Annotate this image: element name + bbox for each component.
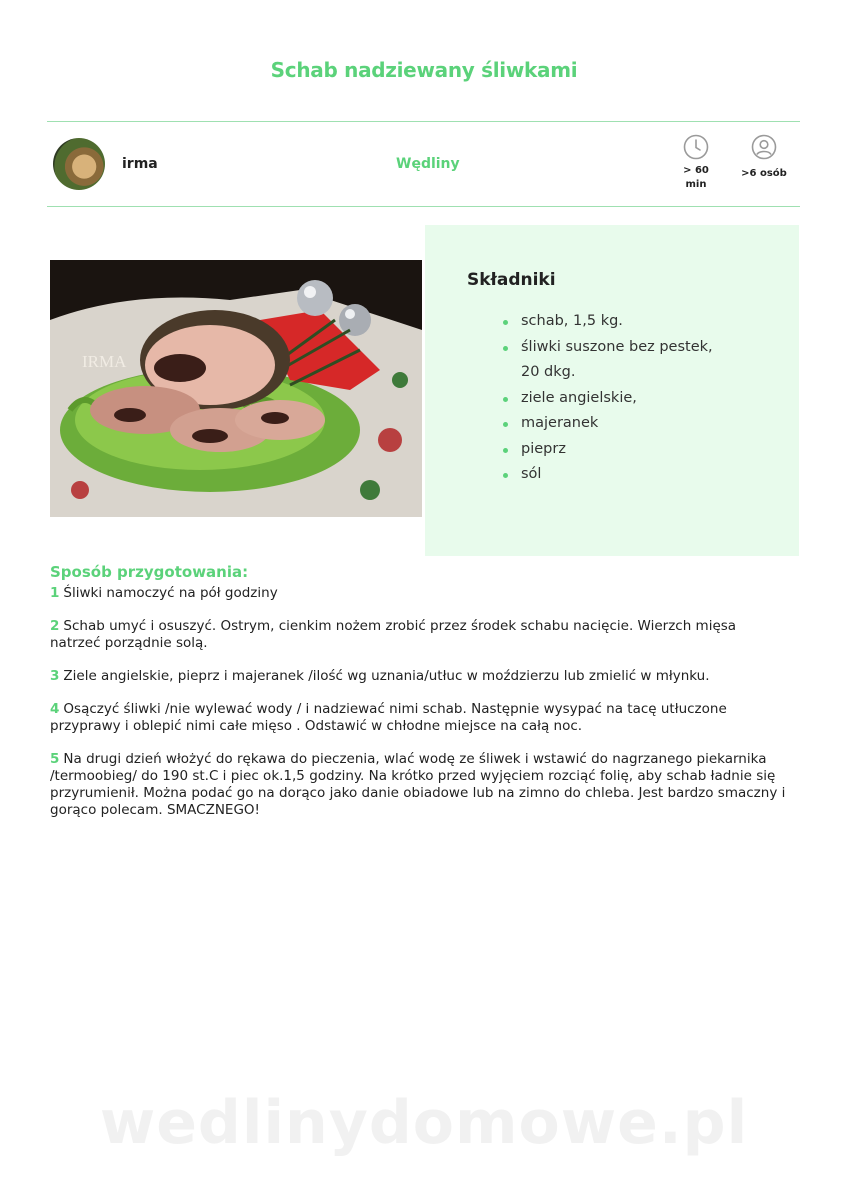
preparation-steps xyxy=(50,585,790,835)
ingredients-heading: Składniki xyxy=(467,270,556,290)
ingredient-item: śliwki suszone bez pestek, 20 dkg. xyxy=(495,335,735,386)
ingredient-item: sól xyxy=(495,462,735,488)
step-number: 2 xyxy=(50,618,60,634)
preparation-step xyxy=(50,618,790,652)
prep-time-value: > 60 xyxy=(683,165,709,176)
step-number: 4 xyxy=(50,701,60,717)
step-number: 5 xyxy=(50,751,60,767)
step-text: Schab umyć i osuszyć. Ostrym, cienkim nożem zrobić przez środek schabu nacięcie. Wierzch mięsa natrzeć porządnie solą. xyxy=(50,618,737,651)
ingredient-item: ziele angielskie, xyxy=(495,386,735,412)
author-avatar[interactable] xyxy=(53,138,105,190)
step-number: 1 xyxy=(50,585,60,601)
preparation-step xyxy=(50,668,790,685)
top-divider xyxy=(47,121,800,122)
recipe-title: Schab nadziewany śliwkami xyxy=(270,58,578,82)
bottom-divider xyxy=(47,206,800,207)
ingredient-item: schab, 1,5 kg. xyxy=(495,309,735,335)
preparation-step xyxy=(50,701,790,735)
step-text: Osączyć śliwki /nie wylewać wody / i nadziewać nimi schab. Następnie wysypać na tacę utłuczone przyprawy i oblepić nimi całe mięso . Odstawić w chłodne miejsce na całą noc. xyxy=(50,701,727,734)
ingredients-list xyxy=(495,309,735,488)
photo-caption: IRMA xyxy=(82,352,127,371)
site-watermark: wedlinydomowe.pl xyxy=(99,1088,749,1158)
ingredients-panel xyxy=(425,225,799,556)
step-text: Śliwki namoczyć na pół godziny xyxy=(63,585,278,601)
servings xyxy=(736,134,792,181)
step-text: Ziele angielskie, pieprz i majeranek /ilość wg uznania/utłuc w moździerzu lub zmielić w młynku. xyxy=(63,668,710,684)
preparation-heading: Sposób przygotowania: xyxy=(50,563,249,581)
step-text: Na drugi dzień włożyć do rękawa do pieczenia, wlać wodę ze śliwek i wstawić do nagrzanego piekarnika /termoobieg/ do 190 st.C i piec ok.1,5 godziny. Na krótko przed wyjęciem rozciąć folię, aby schab ładnie się przyrumienił. Można podać go na dorąco jako danie obiadowe lub na zimno do chleba. Jest bardzo smaczny i gorąco polecam. SMACZNEGO! xyxy=(50,751,786,818)
prep-time-unit: min xyxy=(685,179,707,190)
ingredient-item: majeranek xyxy=(495,411,735,437)
prep-time xyxy=(672,134,720,192)
author-name[interactable]: irma xyxy=(122,156,158,172)
preparation-step xyxy=(50,751,790,819)
ingredient-item: pieprz xyxy=(495,437,735,463)
clock-icon xyxy=(683,134,709,160)
step-number: 3 xyxy=(50,668,60,684)
user-icon xyxy=(751,134,777,160)
category-link[interactable]: Wędliny xyxy=(396,156,460,172)
preparation-step xyxy=(50,585,790,602)
servings-value: >6 osób xyxy=(741,168,787,179)
recipe-photo xyxy=(50,260,422,517)
